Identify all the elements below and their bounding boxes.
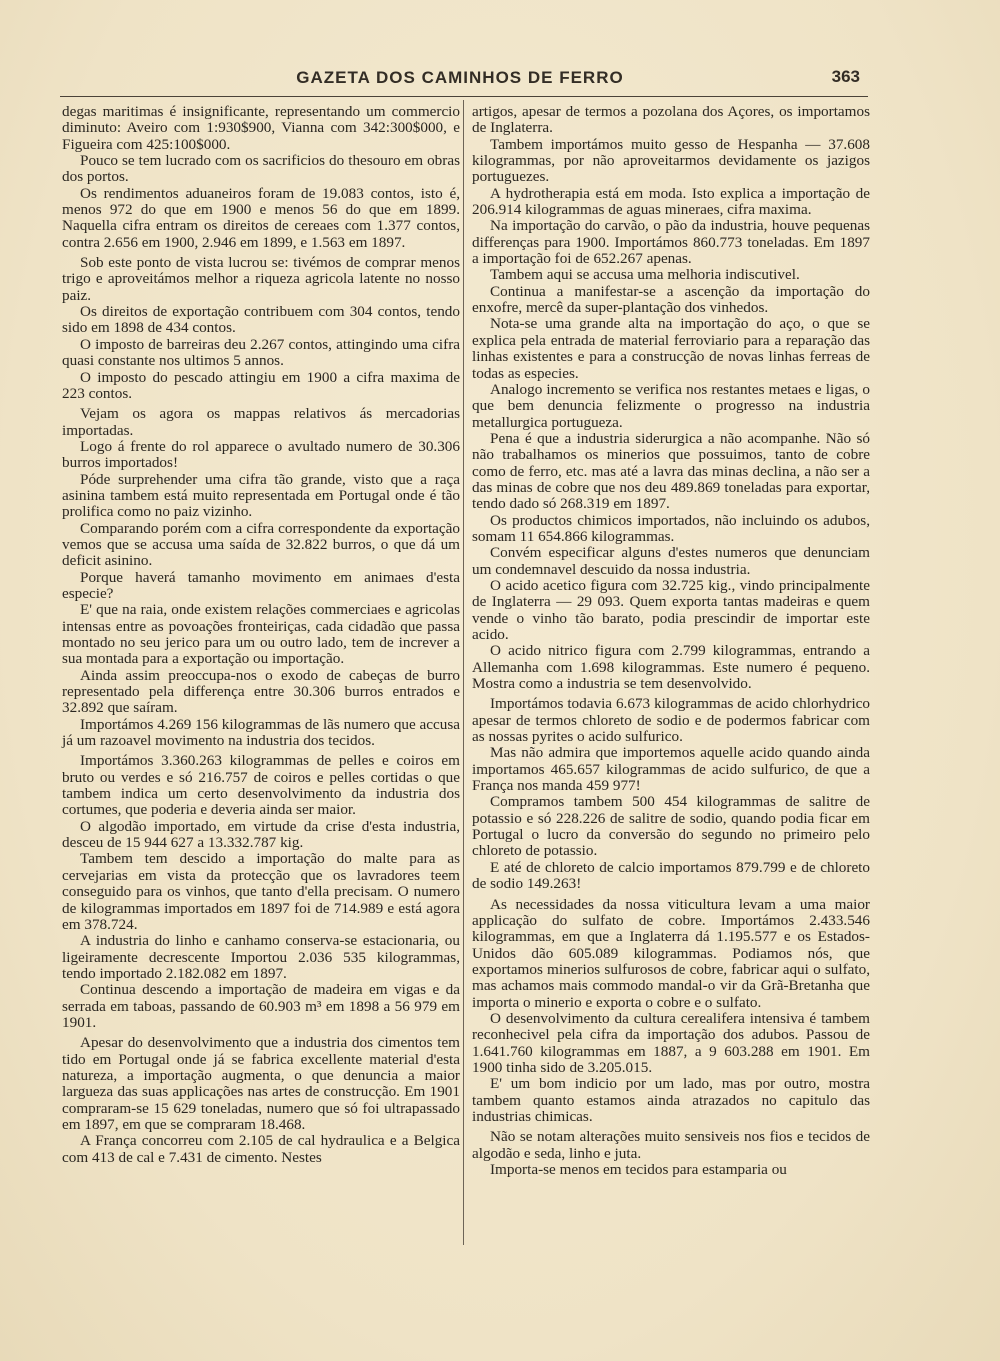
paragraph: artigos, apesar de termos a pozolana dos Açores, os importamos de Inglaterra.: [472, 103, 870, 137]
page-number: 363: [831, 67, 860, 86]
paragraph: Logo á frente do rol apparece o avultado numero de 30.306 burros importados!: [62, 437, 460, 472]
paragraph: Não se notam alterações muito sensiveis nos fios e tecidos de algodão e seda, linho e juta.: [472, 1128, 870, 1162]
paragraph: Analogo incremento se verifica nos restantes metaes e ligas, o que bem denuncia felizmente o progresso na industria metallurgica portugueza.: [472, 380, 870, 431]
paragraph: Tambem importámos muito gesso de Hespanha — 37.608 kilogrammas, por não aproveitarmos devidamente os jazigos portuguezes.: [472, 135, 870, 186]
paragraph: Póde surprehender uma cifra tão grande, visto que a raça asinina tambem está muito representada em Portugal onde é tão prolifica como no paiz vizinho.: [62, 470, 460, 521]
paragraph: Os direitos de exportação contribuem com 304 contos, tendo sido em 1898 de 434 contos.: [62, 303, 460, 337]
paragraph: Importámos 4.269 156 kilogrammas de lãs numero que accusa já um razoavel movimento na industria dos tecidos.: [62, 715, 461, 750]
paragraph: E' um bom indicio por um lado, mas por outro, mostra tambem quanto estamos ainda atrazados no capitulo das industrias chimicas.: [472, 1075, 870, 1125]
paragraph: A industria do linho e canhamo conserva-se estacionaria, ou ligeiramente decrescente Importou 2.036 535 kilogrammas, tendo importado 2.182.082 em 1897.: [62, 932, 460, 982]
paragraph: As necessidades da nossa viticultura levam a uma maior applicação do sulfato de cobre. Importámos 2.433.546 kilogrammas, em que a Inglaterra dá 1.195.577 e os Estados-Unidos dão 605.089 kilogrammas. Podiamos nós, que exportamos minerios sulfurosos de cobre, fabricar aqui o sulfato, mas achamos mais commodo mandal-o vir da Grã-Bretanha que importa o minerio e exporta o cobre e o sulfato.: [472, 895, 870, 1011]
paragraph: A hydrotherapia está em moda. Isto explica a importação de 206.914 kilogrammas de aguas mineraes, cifra maxima.: [472, 184, 870, 219]
paragraph: Porque haverá tamanho movimento em animaes d'esta especie?: [62, 568, 460, 602]
paragraph: Vejam os agora os mappas relativos ás mercadorias importadas.: [62, 405, 460, 439]
paragraph: Compramos tambem 500 454 kilogrammas de salitre de potassio e só 228.226 de salitre de sodio, quando podia ficar em Portugal o lucro da conversão do segundo no primeiro pelo chloreto de potassio.: [472, 793, 870, 860]
paragraph: Nota-se uma grande alta na importação do aço, o que se explica pela entrada de material ferroviario para a reparação das linhas existentes e para a construcção de novas linhas ferreas de todas as especies.: [472, 315, 870, 382]
paragraph: O imposto de barreiras deu 2.267 contos, attingindo uma cifra quasi constante nos ultimos 5 annos.: [62, 335, 460, 370]
paragraph: Apesar do desenvolvimento que a industria dos cimentos tem tido em Portugal onde já se fabrica excellente material d'esta natureza, a importação augmenta, o que denuncia a maior largueza das suas applicações nas artes de construcção. Em 1901 compraram-se 15 629 toneladas, numero que só foi ultrapassado em 1897, em que se compraram 18.468.: [62, 1034, 460, 1133]
running-title: GAZETA DOS CAMINHOS DE FERRO: [296, 68, 624, 87]
paragraph: Importámos 3.360.263 kilogrammas de pelles e coiros em bruto ou verdes e só 216.757 de coiros e pelles cortidas o que tambem indica um certo desenvolvimento da industria dos cortumes, que poderia e deveria ainda ser maior.: [62, 752, 460, 819]
paragraph: A França concorreu com 2.105 de cal hydraulica e a Belgica com 413 de cal e 7.431 de cimento. Nestes: [62, 1132, 460, 1166]
paragraph: Continua descendo a importação de madeira em vigas e da serrada em taboas, passando de 60.903 m³ em 1898 a 56 979 em 1901.: [62, 981, 460, 1031]
header-rule: [60, 96, 868, 97]
right-column: [472, 104, 870, 1178]
paragraph: Importa-se menos em tecidos para estamparia ou: [490, 1161, 787, 1178]
paragraph: Importámos todavia 6.673 kilogrammas de acido chlorhydrico apesar de termos chloreto de sodio e de podermos fabricar com as nossas pyrites o acido sulfurico.: [472, 695, 870, 746]
paragraph: E até de chloreto de calcio importamos 879.799 e de chloreto de sodio 149.263!: [472, 858, 870, 893]
paragraph: Pena é que a industria siderurgica a não acompanhe. Não só não trabalhamos os minerios que possuimos, tanto de cobre como de ferro, etc. mas até a lavra das minas declina, a não ser a das minas de cobre que nos deu 489.869 toneladas para exportar, tendo dado só 268.319 em 1897.: [472, 429, 870, 513]
paragraph: Continua a manifestar-se a ascenção da importação do enxofre, mercê da super-plantação dos vinhedos.: [472, 282, 870, 317]
left-column: [62, 104, 460, 1166]
paragraph: Na importação do carvão, o pão da industria, houve pequenas differenças para 1900. Importámos 860.773 toneladas. Em 1897 a importação foi de 652.267 apenas.: [472, 217, 870, 268]
paragraph: O acido nitrico figura com 2.799 kilogrammas, entrando a Allemanha com 1.698 kilogrammas. Este numero é pequeno. Mostra como a industria se tem desenvolvido.: [472, 642, 870, 693]
paragraph: Comparando porém com a cifra correspondente da exportação vemos que se accusa uma saída de 32.822 burros, o que dá um deficit asinino.: [62, 519, 460, 570]
paragraph: Os productos chimicos importados, não incluindo os adubos, somam 11 654.866 kilogrammas.: [472, 511, 870, 545]
paragraph: O imposto do pescado attingiu em 1900 a cifra maxima de 223 contos.: [62, 368, 460, 402]
paragraph: O algodão importado, em virtude da crise d'esta industria, desceu de 15 944 627 a 13.332.787 kig.: [62, 817, 460, 852]
paragraph: Sob este ponto de vista lucrou se: tivémos de comprar menos trigo e aproveitámos melhor a riqueza agricola latente no nosso paiz.: [62, 254, 460, 304]
paragraph: Os rendimentos aduaneiros foram de 19.083 contos, isto é, menos 972 do que em 1900 e menos 56 do que em 1899. Naquella cifra entram os direitos de cereaes com 1.377 contos, contra 2.656 em 1900, 2.946 em 1899, e 1.563 em 1897.: [62, 184, 460, 251]
paragraph: O acido acetico figura com 32.725 kig., vindo principalmente de Inglaterra — 29 093. Quem exporta tantas madeiras e quem vende o vinho tão barato, podia prescindir de importar este acido.: [472, 576, 870, 643]
paragraph: Tambem aqui se accusa uma melhoria indiscutivel.: [490, 266, 800, 284]
paragraph: E' que na raia, onde existem relações commerciaes e agricolas intensas entre as povoações fronteiriças, cada cidadão que passa montado no seu jerico para um ou outro lado, tem de increver a sua montada para a exportação ou importação.: [62, 601, 460, 668]
column-divider: [463, 100, 464, 1245]
paragraph: Ainda assim preoccupa-nos o exodo de cabeças de burro representado pela differença entre 30.306 burros entrados e 32.892 que saíram.: [62, 666, 460, 717]
paragraph: degas maritimas é insignificante, representando um commercio diminuto: Aveiro com 1:930$900, Vianna com 342:300$000, e Figueira com 425:100$000.: [62, 103, 460, 153]
paragraph: Convém especificar alguns d'estes numeros que denunciam um condemnavel descuido da nossa industria.: [472, 544, 870, 578]
paragraph: Tambem tem descido a importação do malte para as cervejarias em vista da protecção que os lavradores teem conseguido para os vinhos, que tanto d'ella precisam. O numero de kilogrammas importados em 1897 foi de 714.989 e está agora em 378.724.: [62, 850, 460, 933]
paragraph: O desenvolvimento da cultura cerealifera intensiva é tambem reconhecivel pela cifra da importação dos adubos. Passou de 1.641.760 kilogrammas em 1887, a 9 603.288 em 1901. Em 1900 tinha sido de 3.205.015.: [472, 1009, 870, 1076]
paragraph: Pouco se tem lucrado com os sacrificios do thesouro em obras dos portos.: [62, 152, 460, 186]
page-header: [60, 64, 860, 90]
paragraph: Mas não admira que importemos aquelle acido quando ainda importamos 465.657 kilogrammas de acido sulfurico, de que a França nos manda 459 977!: [472, 744, 870, 795]
